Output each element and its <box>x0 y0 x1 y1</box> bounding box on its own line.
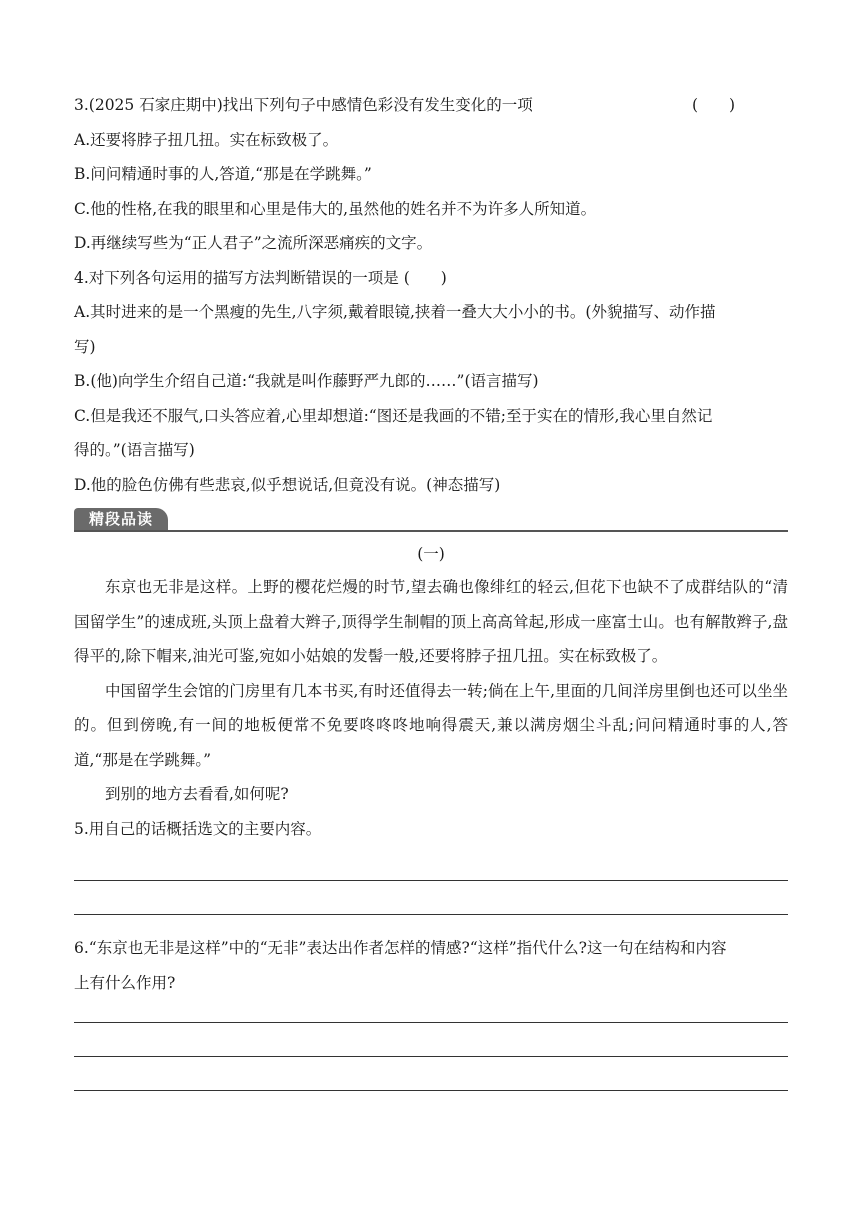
passage-paragraph-3: 到别的地方去看看,如何呢? <box>105 785 289 803</box>
q3-option-b: B.问问精通时事的人,答道,“那是在学跳舞。” <box>74 165 372 183</box>
passage-paragraph-1: 东京也无非是这样。上野的樱花烂熳的时节,望去确也像绯红的轻云,但花下也缺不了成群结队的“清国留学生”的速成班,头顶上盘着大辫子,顶得学生制帽的顶上高高耸起,形成一座富士山。也有解散辫子,盘得平的,除下帽来,油光可鉴,宛如小姑娘的发髻一般,还要将脖子扭几扭。实在标致极了。 <box>74 578 788 665</box>
passage-number: (一) <box>417 545 445 563</box>
q4-option-d: D.他的脸色仿佛有些悲哀,似乎想说话,但竟没有说。(神态描写) <box>74 475 501 494</box>
q4-option-c-line2: 得的。”(语言描写) <box>74 441 195 459</box>
section-label: 精段品读 <box>74 508 168 530</box>
q3-option-c: C.他的性格,在我的眼里和心里是伟大的,虽然他的姓名并不为许多人所知道。 <box>74 199 597 218</box>
passage-paragraph-2: 中国留学生会馆的门房里有几本书买,有时还值得去一转;倘在上午,里面的几间洋房里倒也还可以坐坐的。但到傍晚,有一间的地板便常不免要咚咚咚地响得震天,兼以满房烟尘斗乱;问问精通时事的人,答道,“那是在学跳舞。” <box>74 681 788 769</box>
q4-option-a-line2: 写) <box>74 337 96 356</box>
q4-option-a-line1: A.其时进来的是一个黑瘦的先生,八字须,戴着眼镜,挟着一叠大大小小的书。(外貌描写、动作描 <box>74 303 716 321</box>
q3-answer-paren: ( ) <box>692 96 736 114</box>
q3-stem <box>74 88 788 123</box>
q4-option-b: B.(他)向学生介绍自己道:“我就是叫作藤野严九郎的……”(语言描写) <box>74 372 539 390</box>
q4-stem: 4.对下列各句运用的描写方法判断错误的一项是 ( ) <box>74 268 447 287</box>
q6-stem-line2: 上有什么作用? <box>74 973 176 992</box>
section-header <box>74 504 788 538</box>
worksheet-content <box>74 88 788 1091</box>
q3-option-d: D.再继续写些为“正人君子”之流所深恶痛疾的文字。 <box>74 234 433 252</box>
section-divider <box>74 530 788 532</box>
q5-stem: 5.用自己的话概括选文的主要内容。 <box>74 819 322 838</box>
q4-option-c-line1: C.但是我还不服气,口头答应着,心里却想道:“图还是我画的不错;至于实在的情形,我心里自然记 <box>74 406 713 425</box>
q6-stem-line1: 6.“东京也无非是这样”中的“无非”表达出作者怎样的情感?“这样”指代什么?这一句在结构和内容 <box>74 939 727 957</box>
q3-option-a: A.还要将脖子扭几扭。实在标致极了。 <box>74 130 339 149</box>
q3-stem-text: 3.(2025 石家庄期中)找出下列句子中感情色彩没有发生变化的一项 <box>74 96 533 114</box>
q6-answer-line-3[interactable] <box>74 1090 788 1091</box>
